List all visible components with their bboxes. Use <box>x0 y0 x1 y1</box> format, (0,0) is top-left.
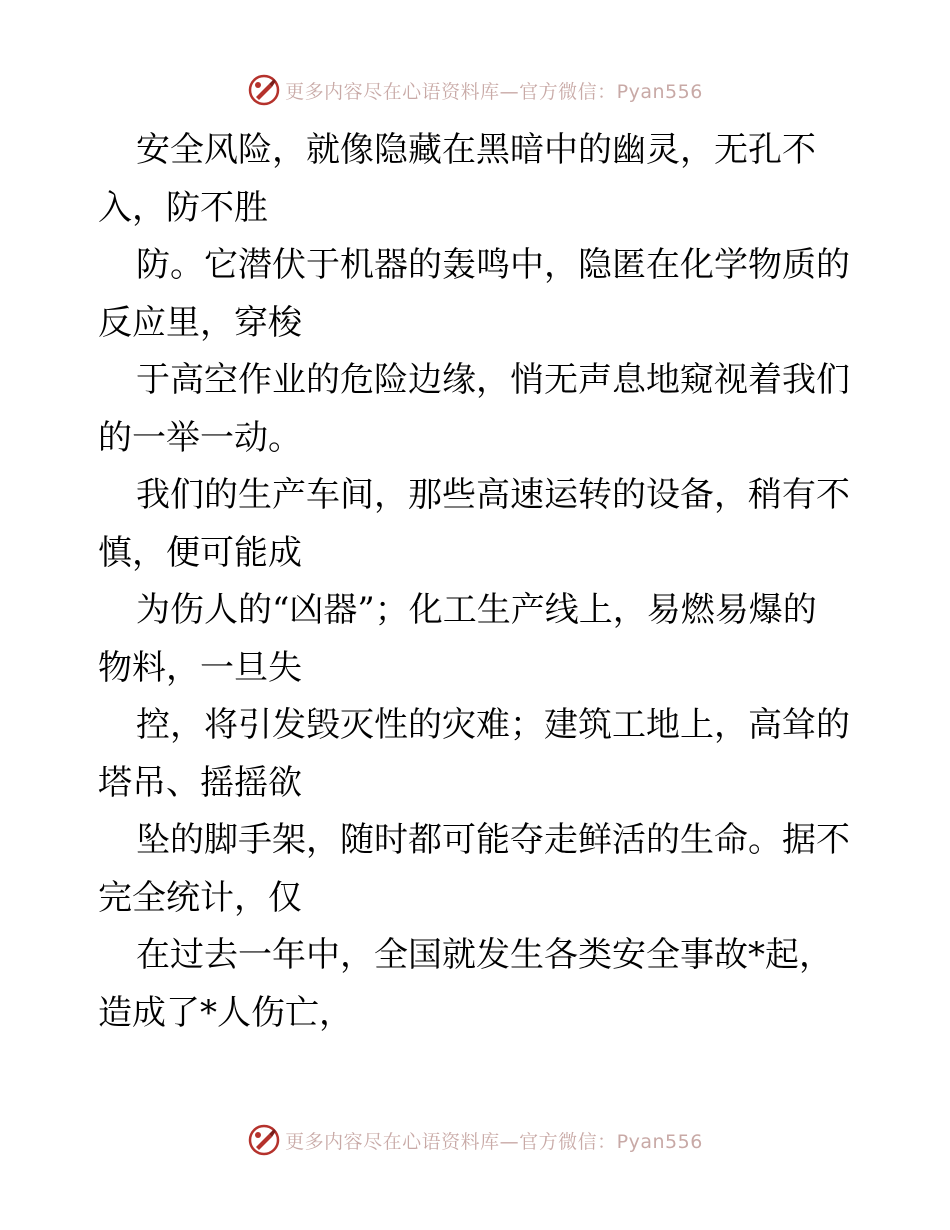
paragraph-5 <box>98 582 858 697</box>
paragraph-2 <box>98 237 858 352</box>
paragraph-line: 防。它潜伏于机器的轰鸣中，隐匿在化学物质的 <box>136 245 850 285</box>
footer-watermark-banner <box>0 1120 950 1160</box>
paragraph-line: 在过去一年中，全国就发生各类安全事故*起， <box>136 935 833 975</box>
paragraph-line: 于高空作业的危险边缘，悄无声息地窥视着我们 <box>136 360 850 400</box>
paragraph-line: 慎，便可能成 <box>98 532 302 573</box>
document-body <box>98 122 858 1042</box>
header-watermark-banner <box>0 70 950 110</box>
paragraph-8 <box>98 927 858 1042</box>
quill-logo-icon <box>247 73 281 107</box>
header-watermark-text: 更多内容尽在心语资料库—官方微信：Pyan556 <box>285 80 703 103</box>
paragraph-1 <box>98 122 858 237</box>
paragraph-line: 反应里，穿梭 <box>98 302 302 343</box>
paragraph-line: 完全统计，仅 <box>98 877 302 918</box>
paragraph-line: 坠的脚手架，随时都可能夺走鲜活的生命。据不 <box>136 820 850 860</box>
paragraph-line: 物料，一旦失 <box>98 647 302 688</box>
paragraph-line: 控，将引发毁灭性的灾难；建筑工地上，高耸的 <box>136 705 850 745</box>
paragraph-line: 塔吊、摇摇欲 <box>98 762 302 803</box>
paragraph-line: 造成了*人伤亡， <box>98 992 353 1033</box>
footer-watermark-text: 更多内容尽在心语资料库—官方微信：Pyan556 <box>285 1130 703 1153</box>
paragraph-4 <box>98 467 858 582</box>
paragraph-line: 的一举一动。 <box>98 417 302 458</box>
paragraph-line: 安全风险，就像隐藏在黑暗中的幽灵，无孔不 <box>136 130 816 170</box>
paragraph-line: 我们的生产车间，那些高速运转的设备，稍有不 <box>136 475 850 515</box>
paragraph-7 <box>98 812 858 927</box>
quill-logo-icon <box>247 1123 281 1157</box>
paragraph-line: 为伤人的“凶器”；化工生产线上，易燃易爆的 <box>136 590 817 630</box>
paragraph-line: 入，防不胜 <box>98 187 268 228</box>
paragraph-3 <box>98 352 858 467</box>
paragraph-6 <box>98 697 858 812</box>
